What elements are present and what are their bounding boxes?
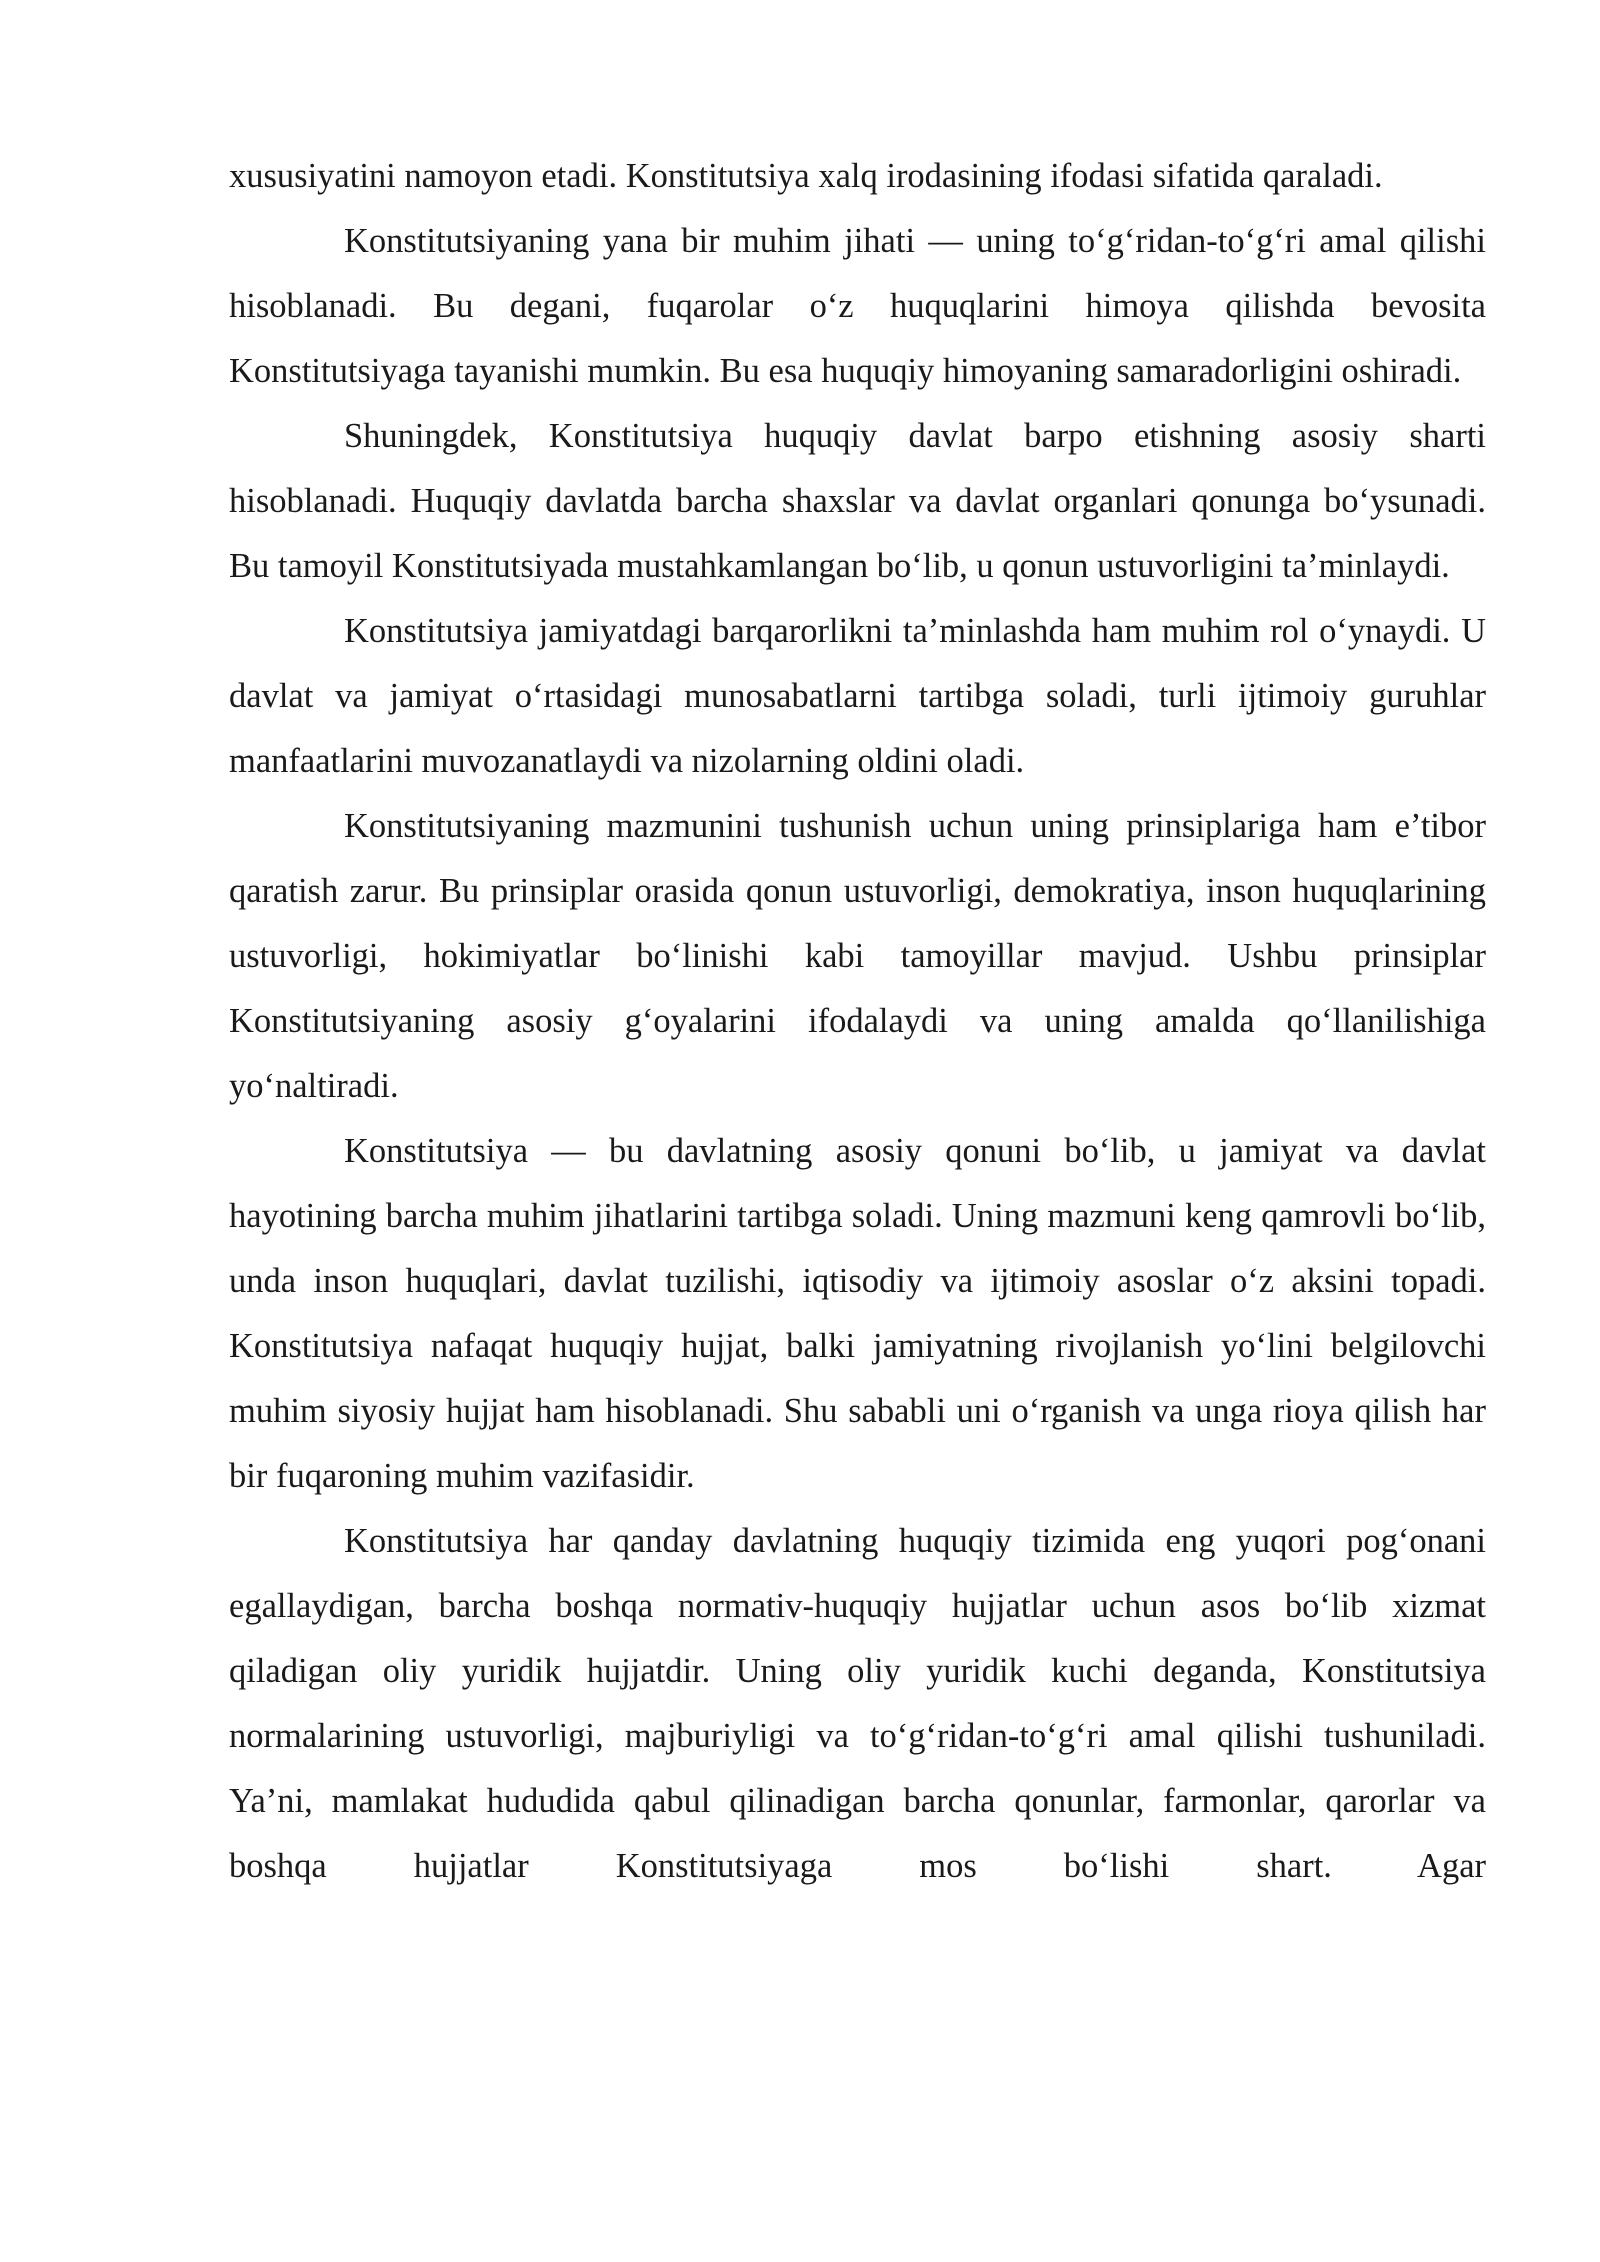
paragraph-7: Konstitutsiya har qanday davlatning huquqiy tizimida eng yuqori pog‘onani egallaydigan, barcha boshqa normativ-huquqiy hujjatlar uchun asos bo‘lib xizmat qiladigan oliy yuridik hujjatdir. Uning oliy yuridik kuchi deganda, Konstitutsiya normalarining ustuvorligi, majburiyligi va to‘g‘ridan-to‘g‘ri amal qilishi tushuniladi. Ya’ni, mamlakat hududida qabul qilinadigan barcha qonunlar, farmonlar, qarorlar va boshqa hujjatlar Konstitutsiyaga mos bo‘lishi shart. Agar xyxy=(229,1522,1486,1885)
paragraph-3: Shuningdek, Konstitutsiya huquqiy davlat barpo etishning asosiy sharti hisoblanadi. Huquqiy davlatda barcha shaxslar va davlat organlari qonunga bo‘ysunadi. Bu tamoyil Konstitutsiyada mustahkamlangan bo‘lib, u qonun ustuvorligini ta’minlaydi. xyxy=(229,417,1486,585)
paragraph-1: xususiyatini namoyon etadi. Konstitutsiya xalq irodasining ifodasi sifatida qaraladi. xyxy=(229,157,1383,195)
paragraph-2: Konstitutsiyaning yana bir muhim jihati — uning to‘g‘ridan-to‘g‘ri amal qilishi hisoblanadi. Bu degani, fuqarolar o‘z huquqlarini himoya qilishda bevosita Konstitutsiyaga tayanishi mumkin. Bu esa huquqiy himoyaning samaradorligini oshiradi. xyxy=(229,222,1486,390)
paragraph-4: Konstitutsiya jamiyatdagi barqarorlikni ta’minlashda ham muhim rol o‘ynaydi. U davlat va jamiyat o‘rtasidagi munosabatlarni tartibga soladi, turli ijtimoiy guruhlar manfaatlarini muvozanatlaydi va nizolarning oldini oladi. xyxy=(229,612,1486,780)
paragraph-5: Konstitutsiyaning mazmunini tushunish uchun uning prinsiplariga ham e’tibor qaratish zarur. Bu prinsiplar orasida qonun ustuvorligi, demokratiya, inson huquqlarining ustuvorligi, hokimiyatlar bo‘linishi kabi tamoyillar mavjud. Ushbu prinsiplar Konstitutsiyaning asosiy g‘oyalarini ifodalaydi va uning amalda qo‘llanilishiga yo‘naltiradi. xyxy=(229,807,1486,1105)
paragraph-6: Konstitutsiya — bu davlatning asosiy qonuni bo‘lib, u jamiyat va davlat hayotining barcha muhim jihatlarini tartibga soladi. Uning mazmuni keng qamrovli bo‘lib, unda inson huquqlari, davlat tuzilishi, iqtisodiy va ijtimoiy asoslar o‘z aksini topadi. Konstitutsiya nafaqat huquqiy hujjat, balki jamiyatning rivojlanish yo‘lini belgilovchi muhim siyosiy hujjat ham hisoblanadi. Shu sababli uni o‘rganish va unga rioya qilish har bir fuqaroning muhim vazifasidir. xyxy=(229,1132,1486,1495)
document-body xyxy=(229,144,1486,1899)
